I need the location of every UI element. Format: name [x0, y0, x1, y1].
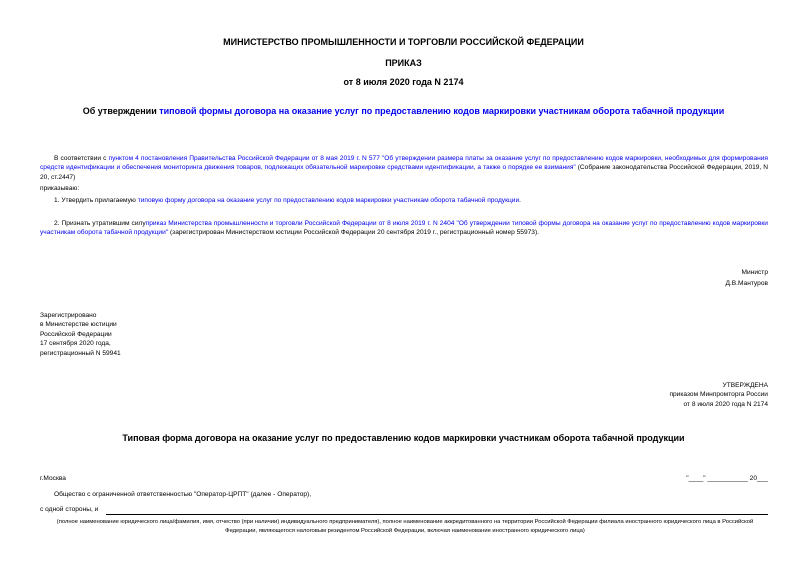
approved-line: приказом Минпромторга России — [669, 391, 768, 399]
preamble-paragraph — [40, 154, 768, 182]
contract-city: г.Москва — [40, 475, 66, 482]
registration-line: 17 сентября 2020 года, — [40, 340, 111, 348]
contract-footnote: (полное наименование юридического лица/фамилия, имя, отчество (при наличии) индивидуального предпринимателя), полное наименование аккредитованного на территории Российской Федерации филиала иностранного юридического лица в Российской Федерации, являющегося налоговым резидентом Российской Федерации, включая наименование иностранного юридического лица) — [56, 519, 754, 534]
party-name-fill-line — [106, 514, 768, 515]
registration-line: Российской Федерации — [40, 330, 112, 338]
preamble-link[interactable]: пунктом 4 постановления Правительства Российской Федерации от 8 мая 2019 г. N 577 "Об утверждении размера платы за оказание услуг по предоставлению кодов маркировки, необходимых для формирования средств идентификации и обеспечения мониторинга движения товаров, подлежащих обязательной маркировке средствами идентификации, а также о порядке ее взимания" — [40, 155, 769, 172]
item-one-lead: 1. Утвердить прилагаемую — [54, 197, 138, 204]
approved-line: УТВЕРЖДЕНА — [722, 382, 768, 389]
registration-line: в Министерстве юстиции — [40, 321, 117, 329]
item-two-lead: 2. Признать утратившим силу — [54, 220, 146, 227]
item-two — [40, 219, 768, 238]
item-two-tail: (зарегистрирован Министерством юстиции Российской Федерации 20 сентября 2019 г., регистрационный номер 55973). — [168, 229, 539, 237]
item-one — [40, 196, 768, 205]
title-prefix: Об утверждении — [82, 106, 160, 116]
title-link[interactable]: типовой формы договора на оказание услуг по предоставлению кодов маркировки участникам оборота табачной продукции — [159, 106, 725, 116]
registration-line: Зарегистрировано — [40, 312, 97, 319]
form-title: Типовая форма договора на оказание услуг по предоставлению кодов маркировки участникам оборота табачной продукции — [122, 433, 685, 443]
registration-line: регистрационный N 59941 — [40, 349, 121, 357]
contract-date-blank: "____" ___________ 20___ — [686, 475, 768, 482]
approved-line: от 8 июля 2020 года N 2174 — [683, 400, 768, 408]
approved-block — [500, 381, 768, 409]
contract-party-two: с одной стороны, и — [40, 506, 99, 513]
document-type: ПРИКАЗ — [385, 58, 422, 68]
signature-name: Д.В.Мантуров — [725, 280, 768, 287]
contract-party-one: Общество с ограниченной ответственностью "Оператор-ЦРПТ" (далее - Оператор), — [54, 491, 312, 498]
preamble-lead: В соответствии с — [54, 155, 109, 162]
signature-position: Министр — [741, 269, 768, 276]
ministry-heading: МИНИСТЕРСТВО ПРОМЫШЛЕННОСТИ И ТОРГОВЛИ РОССИЙСКОЙ ФЕДЕРАЦИИ — [223, 37, 584, 47]
registration-block — [40, 311, 121, 358]
document-title — [0, 106, 807, 116]
order-word: приказываю: — [40, 185, 80, 192]
item-one-link[interactable]: типовую форму договора на оказание услуг по предоставлению кодов маркировки участникам оборота табачной продукции — [137, 197, 520, 204]
item-two-link[interactable]: приказ Министерства промышленности и торговли Российской Федерации от 8 июля 2019 г. N 2404 "Об утверждении типовой формы договора на оказание услуг по предоставлению кодов маркировки участникам оборота табачной продукции" — [40, 220, 768, 237]
item-one-tail: . — [519, 197, 521, 204]
document-date-number: от 8 июля 2020 года N 2174 — [343, 77, 464, 87]
preamble-tail: (Собрание законодательства Российской Федерации, 2019, N 20, ст.2447) — [40, 164, 768, 181]
